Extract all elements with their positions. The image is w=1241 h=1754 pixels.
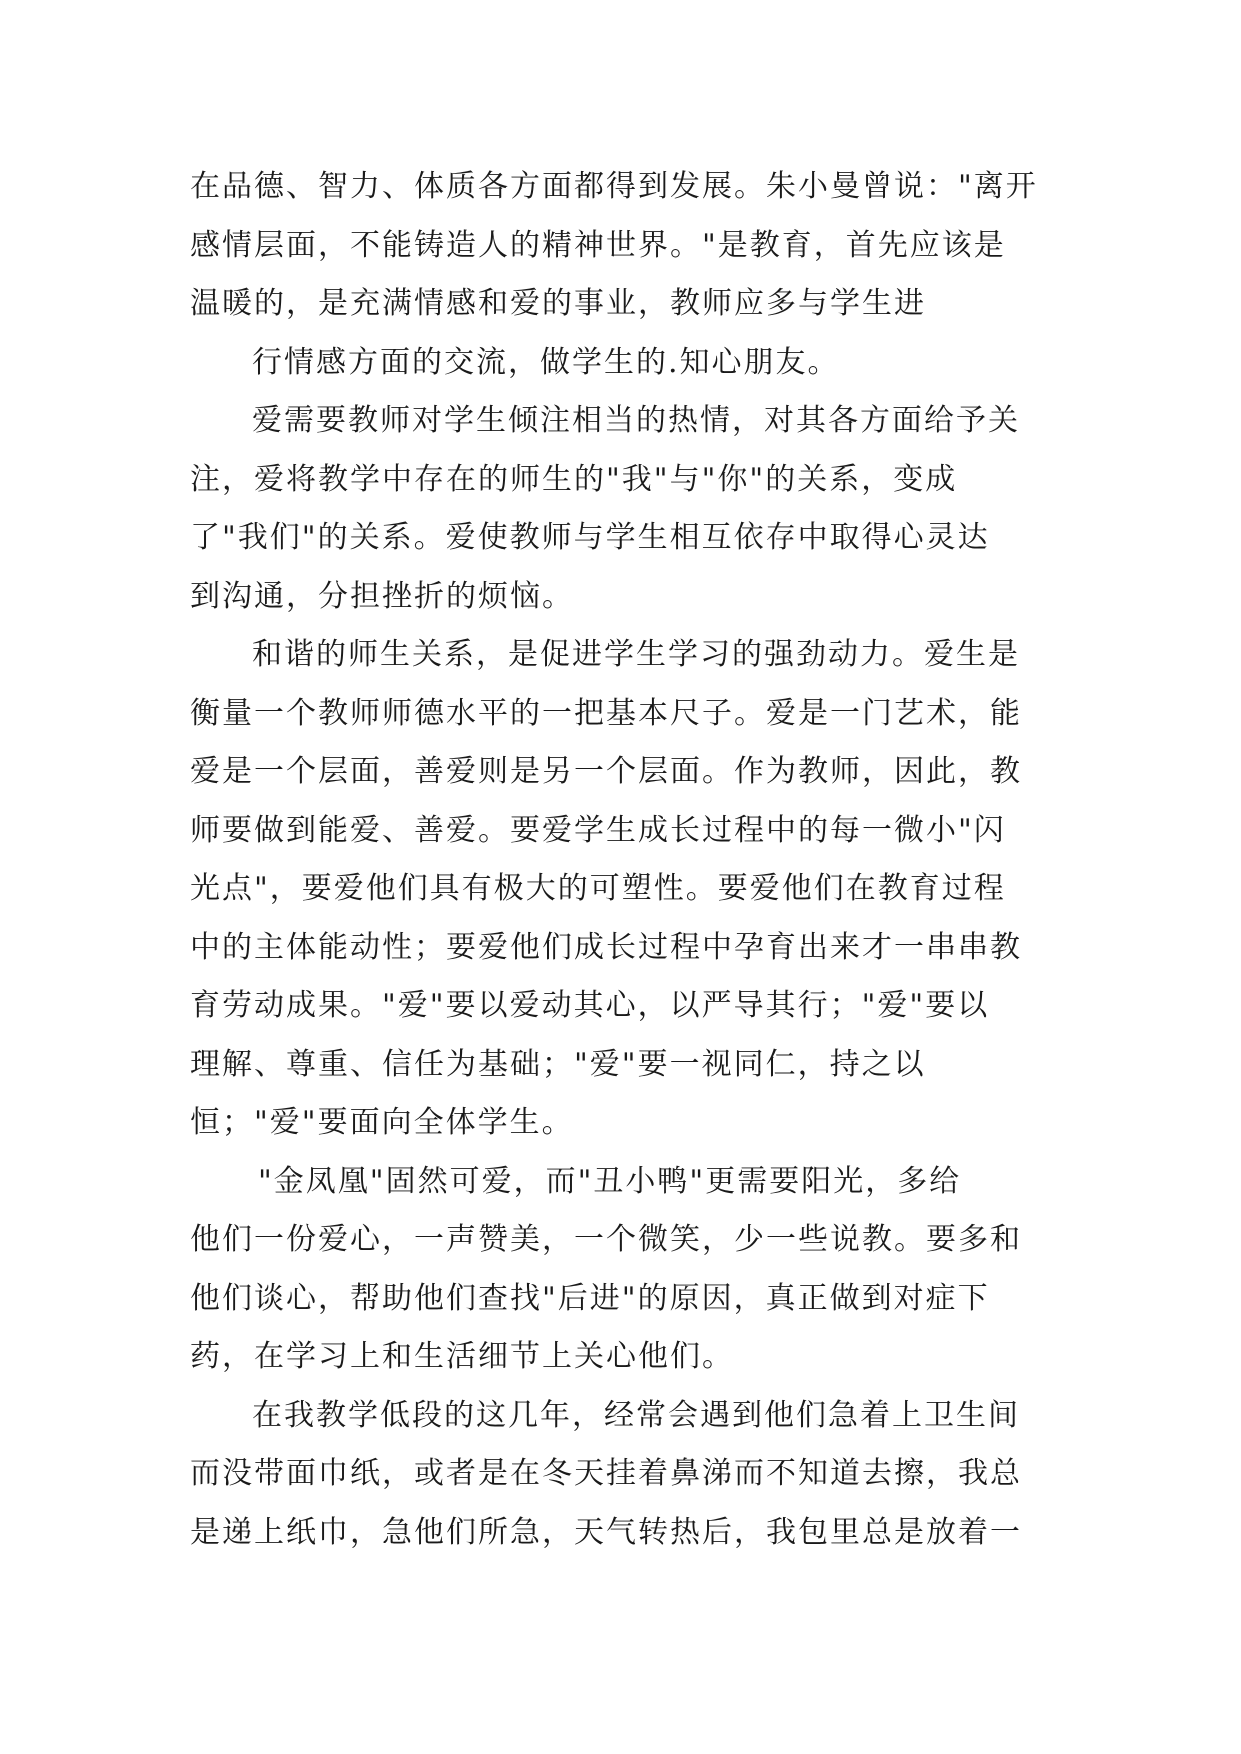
text-line: 而没带面巾纸，或者是在冬天挂着鼻涕而不知道去擦，我总	[190, 1456, 1022, 1491]
text-line: 恒；"爱"要面向全体学生。	[190, 1105, 574, 1140]
paragraph-start: "金凤凰"固然可爱，而"丑小鸭"更需要阳光，多给	[258, 1163, 962, 1199]
paragraph-start: 和谐的师生关系，是促进学生学习的强劲动力。爱生是	[252, 637, 1020, 672]
document-page	[190, 158, 1055, 1562]
paragraph-start: 在我教学低段的这几年，经常会遇到他们急着上卫生间	[252, 1397, 1020, 1433]
text-line: 师要做到能爱、善爱。要爱学生成长过程中的每一微小"闪	[190, 812, 1006, 848]
text-line: 育劳动成果。"爱"要以爱动其心，以严导其行；"爱"要以	[190, 988, 990, 1023]
text-line: 温暖的，是充满情感和爱的事业，教师应多与学生进	[190, 286, 926, 321]
text-line: 药，在学习上和生活细节上关心他们。	[190, 1339, 734, 1374]
text-line: 到沟通，分担挫折的烦恼。	[190, 578, 574, 614]
text-line: 衡量一个教师师德水平的一把基本尺子。爱是一门艺术，能	[190, 695, 1022, 731]
text-line: 他们一份爱心，一声赞美，一个微笑，少一些说教。要多和	[190, 1222, 1022, 1257]
text-line: 了"我们"的关系。爱使教师与学生相互依存中取得心灵达	[190, 520, 990, 555]
paragraph-start: 爱需要教师对学生倾注相当的热情，对其各方面给予关	[252, 403, 1020, 438]
text-line: 感情层面，不能铸造人的精神世界。"是教育，首先应该是	[190, 227, 1006, 263]
text-line: 注，爱将教学中存在的师生的"我"与"你"的关系，变成	[190, 461, 958, 497]
text-line: 行情感方面的交流，做学生的.知心朋友。	[252, 344, 840, 380]
text-line: 是递上纸巾，急他们所急，天气转热后，我包里总是放着一	[190, 1514, 1022, 1550]
text-line: 光点"，要爱他们具有极大的可塑性。要爱他们在教育过程	[190, 871, 1006, 906]
text-line: 在品德、智力、体质各方面都得到发展。朱小曼曾说："离开	[190, 169, 1038, 204]
text-line: 他们谈心，帮助他们查找"后进"的原因，真正做到对症下	[190, 1280, 990, 1316]
text-line: 理解、尊重、信任为基础；"爱"要一视同仁，持之以	[190, 1046, 926, 1082]
text-line: 中的主体能动性；要爱他们成长过程中孕育出来才一串串教	[190, 929, 1022, 965]
text-line: 爱是一个层面，善爱则是另一个层面。作为教师，因此，教	[190, 754, 1022, 789]
